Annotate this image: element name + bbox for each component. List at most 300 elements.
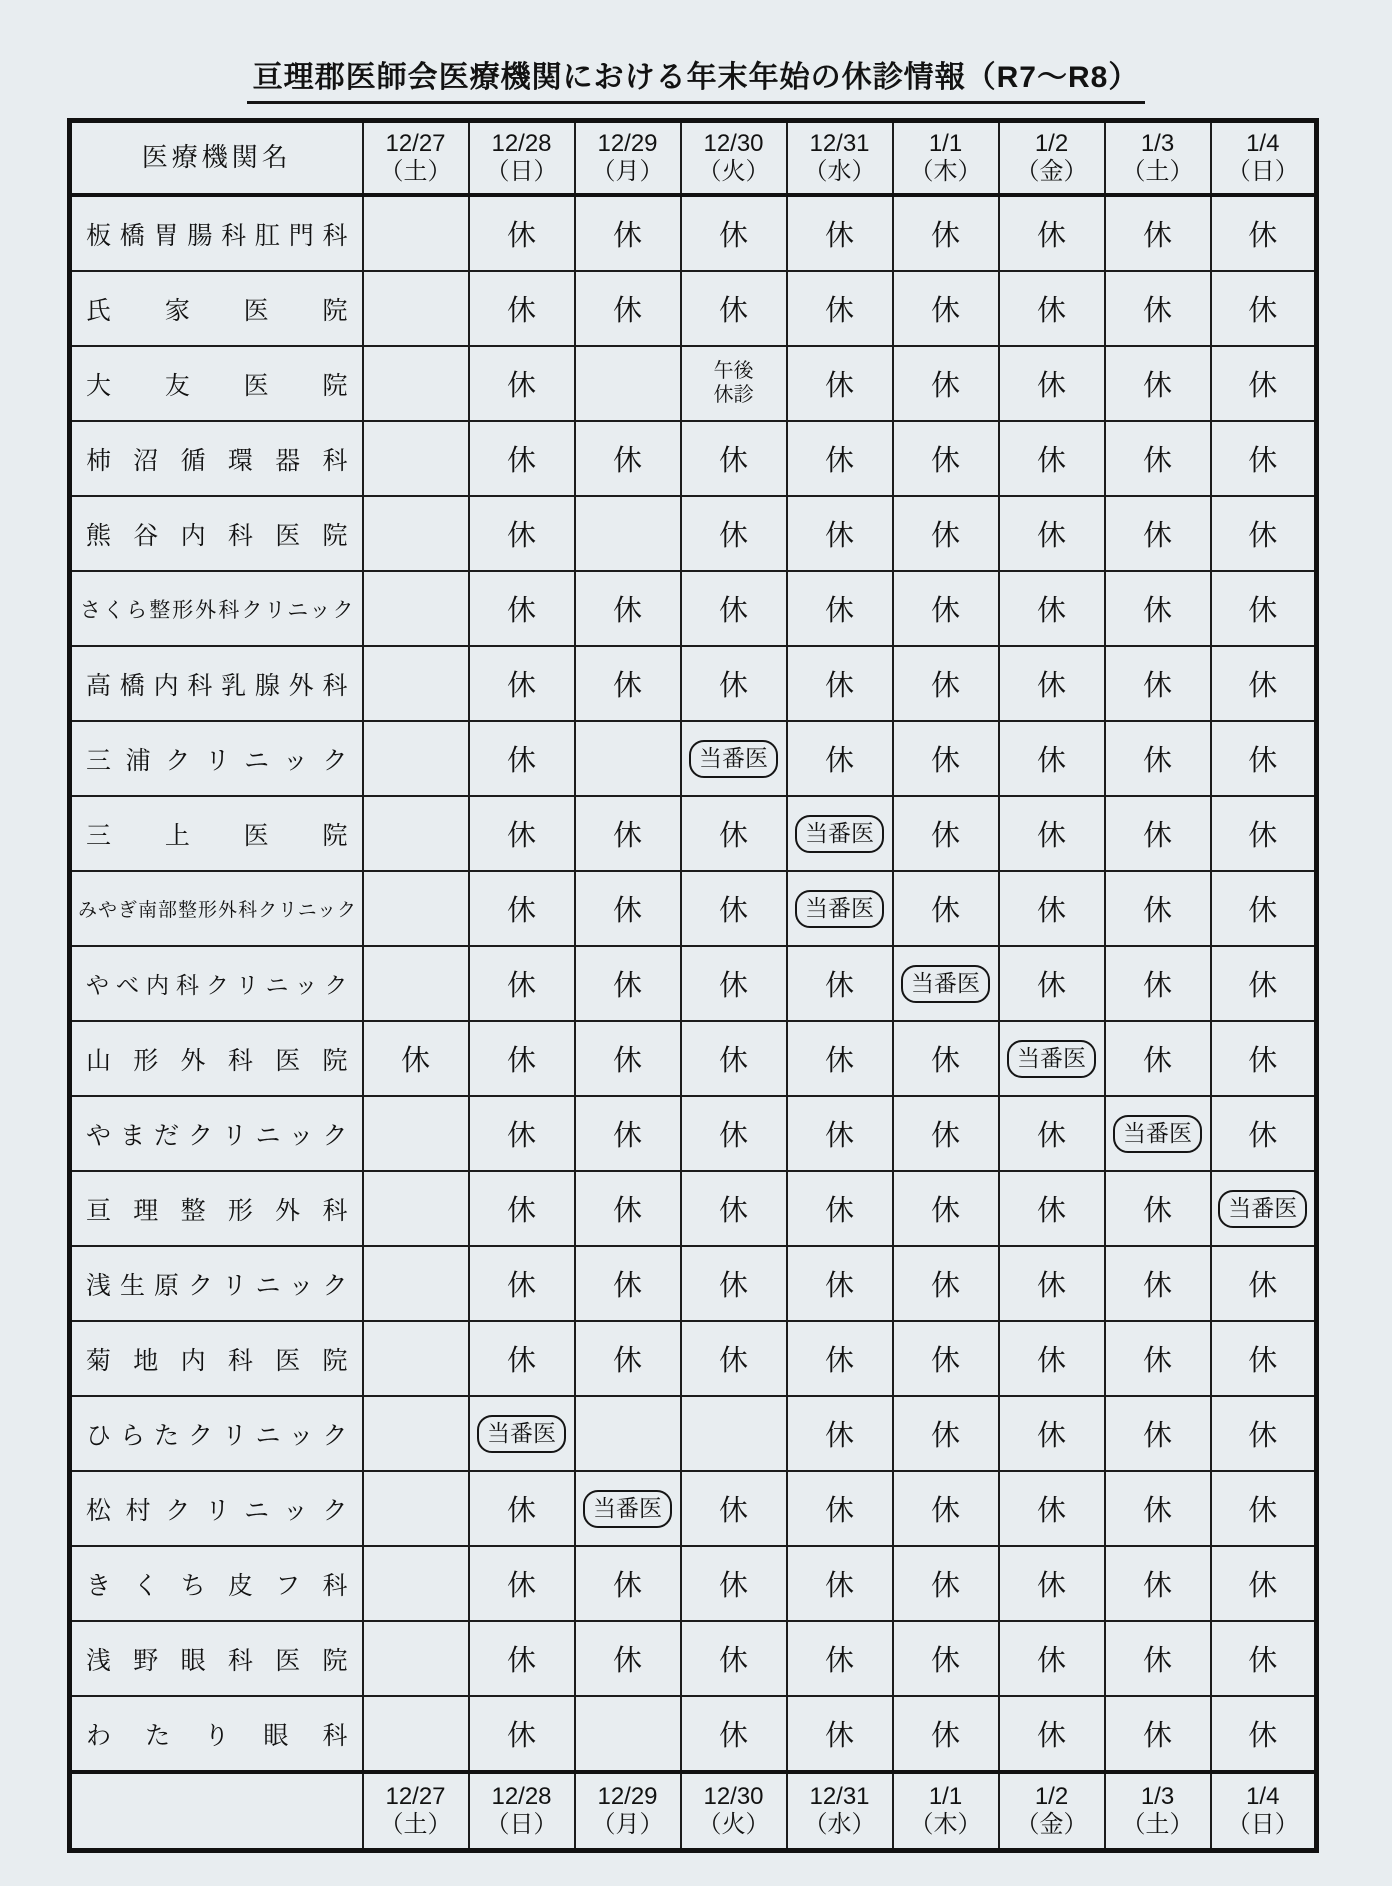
date-label: 1/3 [1140,130,1175,158]
closed-cell: 休 [681,1246,787,1321]
closed-cell: 休 [469,796,575,871]
closed-cell: 休 [893,1396,999,1471]
closed-cell: 休 [893,796,999,871]
duty-doctor-badge: 当番医 [901,965,990,1003]
closed-cell: 休 [681,1621,787,1696]
closed-cell: 休 [893,1471,999,1546]
clinic-name: 浅野眼科医院 [70,1621,363,1696]
date-header-1 [363,121,469,196]
duty-doctor-cell [1105,1096,1211,1171]
closed-cell: 休 [575,1096,681,1171]
closed-cell: 休 [999,1321,1105,1396]
footer-date-8 [1105,1772,1211,1851]
closed-cell: 休 [1105,1471,1211,1546]
closed-cell: 休 [575,946,681,1021]
clinic-name: 浅生原クリニック [70,1246,363,1321]
weekday-label: （日） [1226,158,1299,185]
closed-cell: 休 [469,946,575,1021]
closed-cell: 休 [575,195,681,271]
closed-cell: 休 [1105,346,1211,421]
closed-cell: 休 [893,346,999,421]
empty-cell [363,421,469,496]
closed-cell: 休 [1211,646,1317,721]
closed-cell: 休 [999,1471,1105,1546]
weekday-label: （金） [1015,158,1088,185]
closed-cell: 休 [893,1171,999,1246]
date-label: 1/4 [1246,1783,1280,1811]
table-row [70,1696,1317,1772]
duty-doctor-badge: 当番医 [1113,1115,1202,1153]
date-label: 1/2 [1034,130,1069,158]
closed-cell: 休 [999,1171,1105,1246]
closed-cell: 休 [1211,796,1317,871]
closed-cell: 休 [575,1246,681,1321]
empty-cell [575,1696,681,1772]
duty-doctor-badge: 当番医 [477,1415,566,1453]
weekday-label: （土） [1121,158,1194,185]
closed-cell: 休 [787,421,893,496]
closed-cell: 休 [575,646,681,721]
table-row [70,1546,1317,1621]
closed-cell: 休 [1105,421,1211,496]
closed-cell: 休 [1105,496,1211,571]
closed-cell: 休 [469,646,575,721]
closed-cell: 休 [681,796,787,871]
closed-cell: 休 [575,871,681,946]
closed-cell: 休 [787,1396,893,1471]
footer-date-6 [893,1772,999,1851]
closed-cell: 休 [893,496,999,571]
table-head [70,121,1317,196]
duty-doctor-cell [469,1396,575,1471]
closed-cell: 休 [999,195,1105,271]
closed-cell: 休 [1105,796,1211,871]
date-header-7 [999,121,1105,196]
closed-cell: 休 [893,1096,999,1171]
duty-doctor-badge: 当番医 [795,815,884,853]
clinic-name: やまだクリニック [70,1096,363,1171]
table-row [70,1621,1317,1696]
closed-cell: 休 [999,721,1105,796]
closed-cell: 休 [787,646,893,721]
clinic-name: 亘理整形外科 [70,1171,363,1246]
duty-doctor-cell [681,721,787,796]
closed-cell: 休 [681,1021,787,1096]
duty-doctor-cell [787,796,893,871]
clinic-name: 高橋内科乳腺外科 [70,646,363,721]
table-row [70,1246,1317,1321]
empty-cell [363,946,469,1021]
closed-cell: 休 [999,796,1105,871]
closed-cell: 休 [999,571,1105,646]
closed-cell: 休 [469,195,575,271]
closed-cell: 休 [893,1696,999,1772]
date-label: 12/28 [491,130,552,158]
closed-cell: 休 [681,496,787,571]
closed-cell: 休 [893,871,999,946]
closed-cell: 休 [787,271,893,346]
closed-cell: 休 [681,871,787,946]
closed-cell: 休 [681,195,787,271]
closed-cell: 休 [1211,271,1317,346]
closed-cell: 休 [469,571,575,646]
table-row [70,1021,1317,1096]
footer-empty-cell [70,1772,363,1851]
footer-date-2 [469,1772,575,1851]
closed-cell: 休 [469,721,575,796]
closed-cell: 休 [1211,721,1317,796]
closed-cell: 休 [469,1246,575,1321]
date-label: 1/1 [928,130,963,158]
holiday-table [67,118,1319,1853]
closed-cell: 休 [575,271,681,346]
closed-cell: 休 [575,1546,681,1621]
weekday-label: （木） [909,158,982,185]
duty-doctor-cell [787,871,893,946]
closed-cell: 休 [1105,1246,1211,1321]
closed-cell: 休 [681,1471,787,1546]
clinic-name: 菊地内科医院 [70,1321,363,1396]
closed-cell: 休 [681,1171,787,1246]
date-header-8 [1105,121,1211,196]
clinic-name: 氏家医院 [70,271,363,346]
closed-cell: 休 [893,646,999,721]
empty-cell [363,346,469,421]
closed-cell: 休 [575,421,681,496]
footer-date-7 [999,1772,1105,1851]
duty-doctor-badge: 当番医 [1218,1190,1307,1228]
closed-cell: 休 [1105,1546,1211,1621]
empty-cell [363,721,469,796]
table-row [70,721,1317,796]
empty-cell [363,496,469,571]
closed-cell: 休 [893,571,999,646]
empty-cell [681,1396,787,1471]
closed-cell: 休 [469,1546,575,1621]
date-label: 12/30 [703,1783,764,1811]
closed-cell: 休 [681,571,787,646]
empty-cell [363,271,469,346]
closed-cell: 休 [893,195,999,271]
closed-cell: 休 [1105,646,1211,721]
closed-cell: 休 [1105,1021,1211,1096]
closed-cell: 休 [681,646,787,721]
closed-cell: 休 [469,1021,575,1096]
empty-cell [575,721,681,796]
closed-cell: 休 [787,346,893,421]
empty-cell [575,1396,681,1471]
closed-cell: 休 [787,496,893,571]
closed-cell: 休 [1105,946,1211,1021]
table-row [70,646,1317,721]
table-row [70,1471,1317,1546]
duty-doctor-cell [1211,1171,1317,1246]
closed-cell: 休 [681,421,787,496]
date-label: 1/2 [1034,1783,1069,1811]
weekday-label: （日） [485,158,558,185]
duty-doctor-cell [893,946,999,1021]
closed-cell: 休 [1211,1021,1317,1096]
date-label: 12/31 [809,1783,870,1811]
table-row [70,1171,1317,1246]
closed-cell: 休 [1211,421,1317,496]
table-row [70,421,1317,496]
clinic-name: きくち皮フ科 [70,1546,363,1621]
clinic-name: わたり眼科 [70,1696,363,1772]
clinic-name-header: 医療機関名 [70,121,363,196]
duty-doctor-badge: 当番医 [689,740,778,778]
table-row [70,1096,1317,1171]
closed-cell: 休 [469,1171,575,1246]
date-label: 1/3 [1140,1783,1175,1811]
date-header-5 [787,121,893,196]
closed-cell: 休 [469,1471,575,1546]
closed-cell: 休 [787,1021,893,1096]
closed-cell: 休 [681,1321,787,1396]
afternoon-closed-label: 午後 休診 [713,359,754,406]
closed-cell: 休 [575,1321,681,1396]
closed-cell: 休 [787,1246,893,1321]
table-row [70,1321,1317,1396]
closed-cell: 休 [681,271,787,346]
table-row [70,871,1317,946]
table-row [70,195,1317,271]
empty-cell [363,195,469,271]
closed-cell: 休 [999,271,1105,346]
closed-cell: 休 [787,946,893,1021]
closed-cell: 休 [575,1171,681,1246]
closed-cell: 休 [681,1696,787,1772]
closed-cell: 休 [1105,195,1211,271]
closed-cell: 休 [787,1096,893,1171]
closed-cell: 休 [681,946,787,1021]
closed-cell: 休 [1105,1621,1211,1696]
closed-cell: 休 [893,1021,999,1096]
closed-cell: 休 [469,271,575,346]
table-foot [70,1772,1317,1851]
duty-doctor-badge: 当番医 [583,1490,672,1528]
weekday-label: （土） [379,1811,452,1838]
date-label: 1/1 [928,1783,963,1811]
empty-cell [363,1171,469,1246]
closed-cell: 休 [1211,1096,1317,1171]
closed-cell: 休 [787,1171,893,1246]
empty-cell [363,871,469,946]
clinic-name: 松村クリニック [70,1471,363,1546]
closed-cell: 休 [681,1546,787,1621]
empty-cell [575,346,681,421]
weekday-label: （月） [591,1811,664,1838]
date-label: 1/4 [1246,130,1280,158]
closed-cell: 休 [893,721,999,796]
closed-cell: 休 [1211,1546,1317,1621]
date-label: 12/31 [809,130,870,158]
weekday-label: （水） [803,158,876,185]
afternoon-closed-cell [681,346,787,421]
weekday-label: （金） [1015,1811,1088,1838]
weekday-label: （火） [697,158,770,185]
clinic-name: 板橋胃腸科肛門科 [70,195,363,271]
closed-cell: 休 [999,421,1105,496]
footer-date-1 [363,1772,469,1851]
closed-cell: 休 [1211,1471,1317,1546]
date-header-2 [469,121,575,196]
closed-cell: 休 [469,1096,575,1171]
table-body [70,195,1317,1772]
closed-cell: 休 [893,1546,999,1621]
closed-cell: 休 [575,571,681,646]
closed-cell: 休 [999,946,1105,1021]
closed-cell: 休 [1105,1696,1211,1772]
weekday-label: （月） [591,158,664,185]
closed-cell: 休 [1105,871,1211,946]
closed-cell: 休 [681,1096,787,1171]
closed-cell: 休 [999,871,1105,946]
closed-cell: 休 [1211,571,1317,646]
duty-doctor-badge: 当番医 [1007,1040,1096,1078]
date-label: 12/27 [385,130,446,158]
clinic-name: ひらたクリニック [70,1396,363,1471]
date-header-4 [681,121,787,196]
clinic-name: 大友医院 [70,346,363,421]
weekday-label: （土） [1121,1811,1194,1838]
header-row [70,121,1317,196]
closed-cell: 休 [1105,721,1211,796]
closed-cell: 休 [469,421,575,496]
table-row [70,346,1317,421]
closed-cell: 休 [1211,195,1317,271]
closed-cell: 休 [893,1246,999,1321]
duty-doctor-badge: 当番医 [795,890,884,928]
closed-cell: 休 [999,1696,1105,1772]
closed-cell: 休 [787,1696,893,1772]
date-label: 12/28 [491,1783,552,1811]
clinic-name: やべ内科クリニック [70,946,363,1021]
table-row [70,496,1317,571]
empty-cell [363,1696,469,1772]
closed-cell: 休 [999,1246,1105,1321]
closed-cell: 休 [1211,871,1317,946]
closed-cell: 休 [1211,496,1317,571]
closed-cell: 休 [893,1621,999,1696]
table-row [70,571,1317,646]
date-header-9 [1211,121,1317,196]
footer-date-3 [575,1772,681,1851]
clinic-name: 三上医院 [70,796,363,871]
clinic-name: 山形外科医院 [70,1021,363,1096]
weekday-label: （土） [379,158,452,185]
closed-cell: 休 [1105,271,1211,346]
title-area [0,0,1392,112]
empty-cell [363,1096,469,1171]
empty-cell [363,1396,469,1471]
empty-cell [363,1246,469,1321]
closed-cell: 休 [787,1546,893,1621]
closed-cell: 休 [893,1321,999,1396]
closed-cell: 休 [1105,1321,1211,1396]
table-row [70,271,1317,346]
empty-cell [363,1471,469,1546]
duty-doctor-cell [999,1021,1105,1096]
closed-cell: 休 [469,1696,575,1772]
weekday-label: （木） [909,1811,982,1838]
closed-cell: 休 [999,496,1105,571]
closed-cell: 休 [363,1021,469,1096]
closed-cell: 休 [999,1621,1105,1696]
empty-cell [363,796,469,871]
closed-cell: 休 [893,421,999,496]
empty-cell [363,1546,469,1621]
closed-cell: 休 [1105,571,1211,646]
empty-cell [363,1621,469,1696]
closed-cell: 休 [787,1621,893,1696]
page-title: 亘理郡医師会医療機関における年末年始の休診情報（R7～R8） [247,52,1146,104]
closed-cell: 休 [999,646,1105,721]
date-header-6 [893,121,999,196]
closed-cell: 休 [1211,1321,1317,1396]
empty-cell [363,571,469,646]
empty-cell [575,496,681,571]
closed-cell: 休 [575,1021,681,1096]
closed-cell: 休 [999,1546,1105,1621]
footer-date-5 [787,1772,893,1851]
clinic-name: 三浦クリニック [70,721,363,796]
duty-doctor-cell [575,1471,681,1546]
closed-cell: 休 [1211,346,1317,421]
date-label: 12/27 [385,1783,446,1811]
clinic-name: みやぎ南部整形外科クリニック [70,871,363,946]
closed-cell: 休 [469,346,575,421]
clinic-name: さくら整形外科クリニック [70,571,363,646]
closed-cell: 休 [575,1621,681,1696]
closed-cell: 休 [999,1396,1105,1471]
closed-cell: 休 [1211,946,1317,1021]
footer-date-row [70,1772,1317,1851]
empty-cell [363,646,469,721]
closed-cell: 休 [575,796,681,871]
closed-cell: 休 [1211,1621,1317,1696]
date-header-3 [575,121,681,196]
table-row [70,796,1317,871]
clinic-name: 熊谷内科医院 [70,496,363,571]
closed-cell: 休 [787,195,893,271]
footer-date-4 [681,1772,787,1851]
closed-cell: 休 [787,721,893,796]
closed-cell: 休 [787,1321,893,1396]
closed-cell: 休 [787,571,893,646]
date-label: 12/30 [703,130,764,158]
weekday-label: （日） [485,1811,558,1838]
table-row [70,946,1317,1021]
weekday-label: （火） [697,1811,770,1838]
closed-cell: 休 [469,1321,575,1396]
closed-cell: 休 [469,496,575,571]
closed-cell: 休 [1105,1396,1211,1471]
closed-cell: 休 [1211,1246,1317,1321]
closed-cell: 休 [999,346,1105,421]
closed-cell: 休 [1105,1171,1211,1246]
closed-cell: 休 [1211,1696,1317,1772]
closed-cell: 休 [999,1096,1105,1171]
closed-cell: 休 [1211,1396,1317,1471]
footer-date-9 [1211,1772,1317,1851]
closed-cell: 休 [469,1621,575,1696]
weekday-label: （水） [803,1811,876,1838]
weekday-label: （日） [1226,1811,1299,1838]
table-row [70,1396,1317,1471]
closed-cell: 休 [893,271,999,346]
date-label: 12/29 [597,1783,658,1811]
